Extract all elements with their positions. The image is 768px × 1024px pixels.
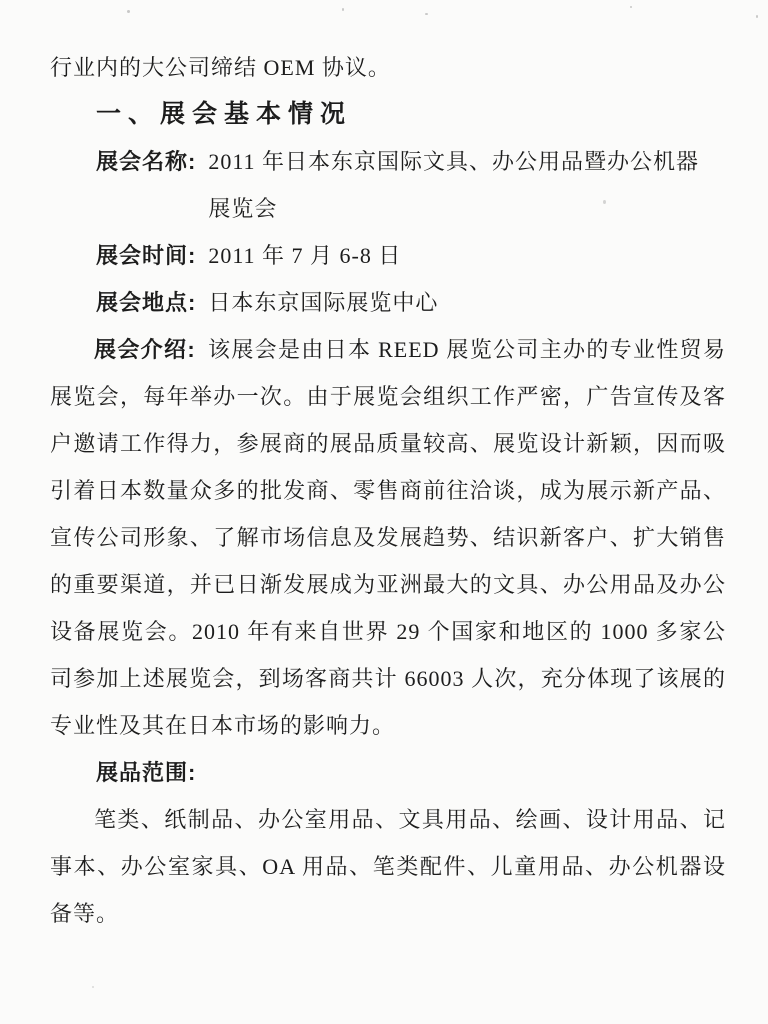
paragraph-oem-agreement: 行业内的大公司缔结 OEM 协议。 xyxy=(50,55,391,80)
exhibition-time-label: 展会时间: xyxy=(96,243,197,268)
scope-text: 笔类、纸制品、办公室用品、文具用品、绘画、设计用品、记事本、办公室家具、OA 用品、笔类配件、儿童用品、办公机器设备等。 xyxy=(50,807,726,926)
scan-speckle xyxy=(92,986,94,988)
exhibition-name-value-line2: 展览会 xyxy=(208,196,278,221)
scan-speckle xyxy=(425,13,428,15)
exhibition-name-value-line1: 2011 年日本东京国际文具、办公用品暨办公机器 xyxy=(208,149,700,174)
scope-label: 展品范围: xyxy=(96,760,197,785)
field-exhibition-name xyxy=(96,138,726,232)
scan-speckle xyxy=(603,200,606,204)
exhibition-place-label: 展会地点: xyxy=(96,290,197,315)
scan-speckle xyxy=(756,15,758,18)
field-exhibition-time xyxy=(96,232,726,279)
exhibition-place-value: 日本东京国际展览中心 xyxy=(208,290,439,315)
scan-speckle xyxy=(630,6,632,8)
scan-speckle xyxy=(688,345,690,347)
exhibition-intro-text: 该展会是由日本 REED 展览公司主办的专业性贸易展览会，每年举办一次。由于展览会组织工作严密，广告宣传及客户邀请工作得力，参展商的展品质量较高、展览设计新颖，因而吸引着日本数量众多的批发商、零售商前往洽谈，成为展示新产品、宣传公司形象、了解市场信息及发展趋势、结识新客户、扩大销售的重要渠道，并已日渐发展成为亚洲最大的文具、办公用品及办公设备展览会。2010 年有来自世界 29 个国家和地区的 1000 多家公司参加上述展览会，到场客商共计 66003 人次，充分体现了该展的专业性及其在日本市场的影响力。 xyxy=(50,337,726,738)
scan-speckle xyxy=(127,10,130,13)
scan-speckle xyxy=(342,8,344,11)
exhibition-name-value xyxy=(208,138,699,232)
field-exhibition-place xyxy=(96,279,726,326)
paragraph-scope xyxy=(50,796,726,937)
paragraph-exhibition-intro xyxy=(50,326,726,749)
exhibition-time-value: 2011 年 7 月 6-8 日 xyxy=(208,243,402,268)
exhibition-intro-label: 展会介绍: xyxy=(94,337,196,362)
exhibition-name-label: 展会名称: xyxy=(96,149,197,174)
section-heading-exhibition-basics: 一、展会基本情况 xyxy=(96,100,353,128)
